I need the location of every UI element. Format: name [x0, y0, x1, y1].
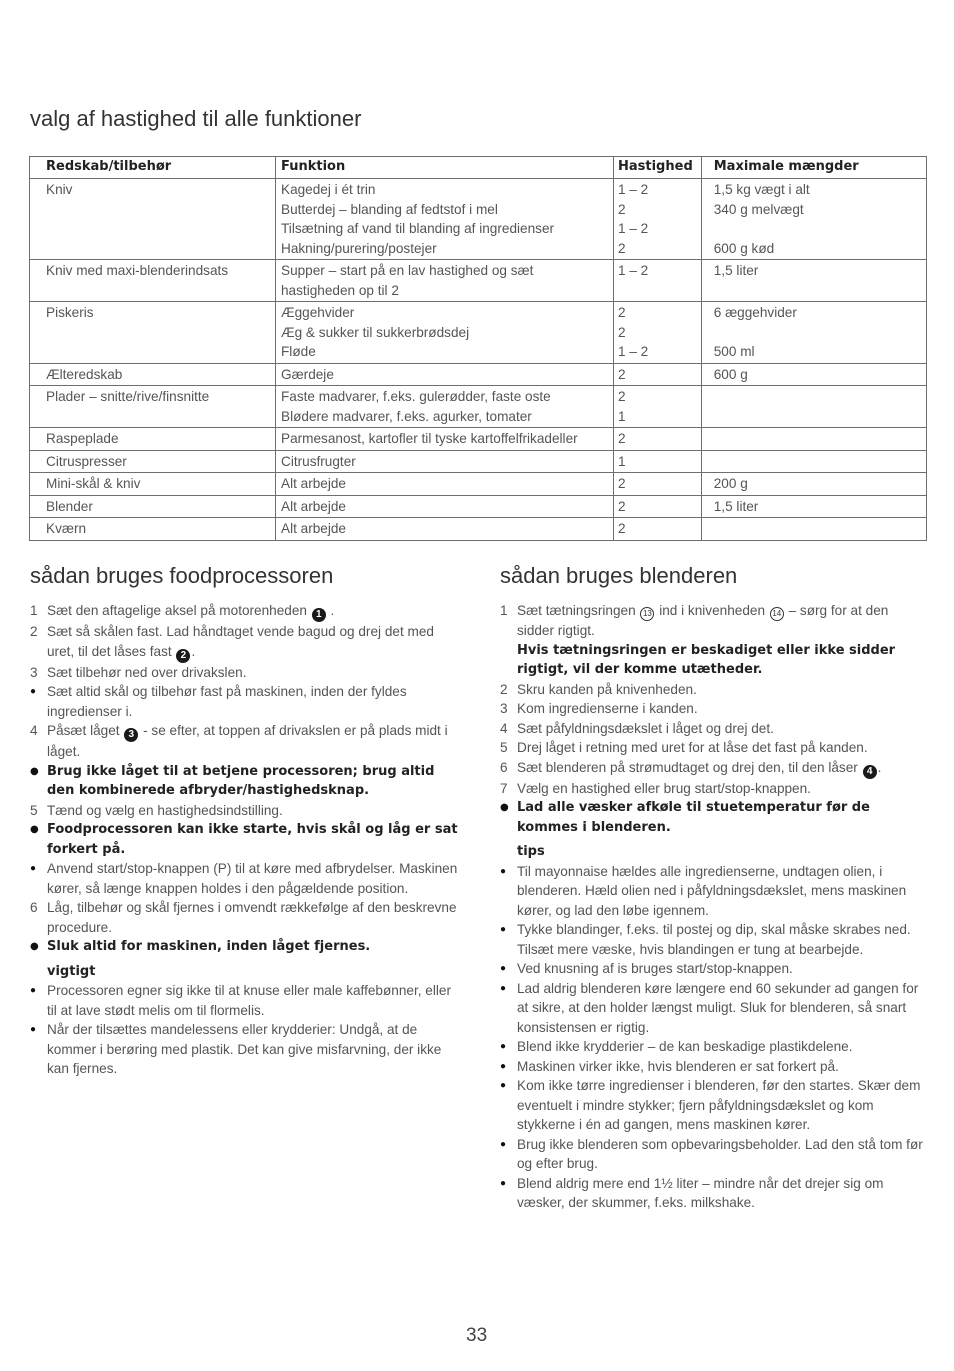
step-number: 6 — [500, 759, 508, 775]
step-item — [30, 622, 462, 663]
bullet-icon: ● — [30, 686, 37, 697]
tip-text: Ved knusning af is bruges start/stop-knappen. — [517, 961, 793, 976]
table-row — [30, 386, 927, 428]
tool-cell — [30, 179, 276, 260]
speed-value: 1 – 2 — [618, 182, 649, 197]
bullet-icon: ● — [30, 941, 39, 952]
step-text-end: - se efter, at toppen af drivakslen er på plads midt i låget. — [47, 723, 448, 759]
step-text: Sæt blenderen på strømudtaget og drej den, til den låser — [517, 759, 858, 775]
tip-text: Maskinen virker ikke, hvis blenderen er sat forkert på. — [517, 1058, 839, 1074]
step-number: 3 — [500, 701, 508, 716]
max-cell — [701, 260, 926, 302]
bullet-icon: ● — [500, 1138, 507, 1150]
step-text: Påsæt låget — [47, 723, 120, 738]
tool-cell — [30, 363, 276, 386]
step-text: Sæt tætningsringen — [517, 603, 636, 618]
function-cell — [276, 495, 614, 518]
bullet-item-warning — [30, 762, 462, 801]
step-text: Sæt altid skål og tilbehør fast på maskinen, inden der fyldes ingredienser i. — [47, 684, 407, 719]
bullet-icon: ● — [500, 1041, 507, 1052]
max-cell — [701, 473, 926, 496]
speed-value: 2 — [618, 521, 626, 536]
step-number: 5 — [500, 740, 508, 755]
bullet-icon: ● — [500, 1060, 507, 1072]
step-item — [500, 601, 924, 641]
bullet-icon: ● — [30, 985, 37, 996]
function-line: Tilsætning af vand til blanding af ingredienser — [281, 221, 555, 236]
number-1-icon: 1 — [312, 608, 326, 622]
speed-value: 2 — [618, 201, 626, 217]
step-text-end: . — [191, 643, 196, 659]
blender-title: sådan bruges blenderen — [500, 563, 738, 588]
tip-item — [500, 1037, 924, 1057]
function-cell — [276, 363, 614, 386]
tool-cell — [30, 450, 276, 473]
tip-item — [500, 959, 924, 979]
function-line: Supper – start på en lav hastighed og sæt — [281, 263, 534, 278]
function-cell — [276, 473, 614, 496]
function-line: Alt arbejde — [281, 476, 346, 491]
function-cell — [276, 386, 614, 428]
function-line: Alt arbejde — [281, 498, 346, 514]
speed-cell — [614, 302, 702, 364]
speed-cell — [614, 260, 702, 302]
speed-cell — [614, 428, 702, 451]
part-13-icon: 13 — [640, 607, 654, 621]
max-cell — [701, 495, 926, 518]
important-subheading: vigtigt — [47, 963, 96, 979]
function-cell — [276, 450, 614, 473]
step-text: Sæt så skålen fast. Lad håndtaget vende bagud og drej det med uret, til det låses fast — [47, 624, 434, 659]
table-row — [30, 363, 927, 386]
note-item — [30, 1020, 462, 1079]
table-header-row — [30, 157, 927, 179]
tip-text: Blend aldrig mere end 1½ liter – mindre når det drejer sig om væsker, der skummer, f.eks. milkshake. — [517, 1175, 884, 1210]
function-line: Fløde — [281, 344, 316, 359]
step-item — [30, 898, 462, 937]
step-item — [500, 699, 924, 719]
speed-value: 2 — [618, 498, 626, 514]
tip-text: Tykke blandinger, f.eks. til postej og dip, skal måske skrabes ned. Tilsæt mere væske, hvis blandingen er tung at bearbejde. — [517, 922, 911, 957]
bullet-icon: ● — [500, 865, 507, 877]
bullet-icon: ● — [30, 863, 37, 874]
speed-value: 2 — [618, 366, 626, 382]
step-text: Sæt påfyldningsdækslet i låget og drej det. — [517, 720, 774, 736]
speed-cell — [614, 495, 702, 518]
bullet-icon: ● — [500, 924, 507, 935]
speed-cell — [614, 363, 702, 386]
bullet-item-warning — [500, 798, 924, 837]
step-text: Sluk altid for maskinen, inden låget fjernes. — [47, 939, 371, 954]
bullet-item — [30, 859, 462, 898]
tool-name: Blender — [46, 498, 93, 514]
bullet-icon: ● — [30, 1024, 37, 1035]
tip-text: Lad aldrig blenderen køre længere end 60 sekunder ad gangen for at sikre, at den holder længst muligt. Sluk for blenderen, så snart konsistensen er rigtig. — [517, 980, 919, 1035]
tip-text: Brug ikke blenderen som opbevaringsbeholder. Lad den stå tom før og efter brug. — [517, 1136, 923, 1171]
step-item — [30, 801, 462, 821]
speed-cell — [614, 386, 702, 428]
max-cell — [701, 518, 926, 541]
column-header-speed: Hastighed — [614, 157, 702, 179]
function-line: Gærdeje — [281, 366, 334, 382]
table-row — [30, 495, 927, 518]
bullet-icon: ● — [30, 824, 39, 835]
max-cell — [701, 386, 926, 428]
step-number: 7 — [500, 780, 508, 796]
max-value — [714, 219, 918, 239]
step-text: Drej låget i retning med uret for at låse det fast på kanden. — [517, 740, 868, 755]
max-value: 600 g kød — [713, 240, 775, 256]
function-cell — [276, 302, 614, 364]
max-cell — [701, 363, 926, 386]
max-value: 340 g melvægt — [713, 201, 804, 217]
speed-value: 1 – 2 — [618, 263, 649, 278]
max-cell — [701, 450, 926, 473]
step-item — [500, 738, 924, 758]
speed-value: 1 — [618, 408, 626, 424]
function-line: Citrusfrugter — [281, 453, 356, 469]
tool-name: Raspeplade — [46, 431, 119, 446]
tip-text: Blend ikke krydderier – de kan beskadige plastikdelene. — [517, 1039, 853, 1054]
number-3-icon: 3 — [124, 728, 138, 742]
tool-cell — [30, 428, 276, 451]
step-text: Foodprocessoren kan ikke starte, hvis skål og låg er sat forkert på. — [47, 822, 458, 857]
note-item — [30, 981, 462, 1020]
table-row — [30, 260, 927, 302]
tip-text: Kom ikke tørre ingredienser i blenderen, før den startes. Skær dem eventuelt i mindre stykker; fjern påfyldningsdækslet og kom stykkerne i én ad gangen, mens maskinen kører. — [517, 1078, 921, 1132]
step-text: Vælg en hastighed eller brug start/stop-knappen. — [517, 780, 811, 796]
tip-item — [500, 1174, 924, 1213]
bullet-icon: ● — [500, 1080, 507, 1091]
step-item — [30, 663, 462, 683]
max-value: 6 æggehvider — [713, 305, 797, 320]
step-text: Anvend start/stop-knappen (P) til at køre med afbrydelser. Maskinen kører, så længe knappen holdes i den pågældende position. — [47, 861, 458, 896]
tip-item — [500, 1057, 924, 1077]
tip-item — [500, 920, 924, 959]
step-number: 4 — [500, 720, 508, 736]
max-cell — [701, 179, 926, 260]
function-line: Parmesanost, kartofler til tyske kartoffelfrikadeller — [281, 431, 578, 446]
speed-value: 2 — [618, 240, 626, 256]
column-header-function: Funktion — [276, 157, 614, 179]
function-line: Æg & sukker til sukkerbrødsdej — [281, 324, 470, 340]
max-value: 1,5 liter — [713, 498, 759, 514]
step-text: Brug ikke låget til at betjene processoren; brug altid den kombinerede afbryder/hastighedsknap. — [47, 763, 435, 798]
function-line: Butterdej – blanding af fedtstof i mel — [281, 201, 498, 217]
note-text: Når der tilsættes mandelessens eller krydderier: Undgå, at de kommer i berøring med plastik. Det kan give misfarvning, der ikke kan fjernes. — [47, 1022, 442, 1076]
number-2-icon: 2 — [176, 649, 190, 663]
function-line: Hakning/purering/postejer — [281, 240, 437, 256]
speed-value: 2 — [618, 389, 626, 404]
warning-text — [500, 641, 924, 680]
tool-cell — [30, 473, 276, 496]
tips-subheading: tips — [517, 844, 545, 859]
tool-cell — [30, 260, 276, 302]
speed-value: 2 — [618, 305, 626, 320]
step-text: Skru kanden på knivenheden. — [517, 681, 697, 697]
tool-cell — [30, 495, 276, 518]
step-text: Lad alle væsker afkøle til stuetemperatur før de kommes i blenderen. — [517, 800, 870, 835]
step-item — [500, 680, 924, 700]
table-row — [30, 179, 927, 260]
speed-cell — [614, 179, 702, 260]
speed-value: 2 — [618, 431, 626, 446]
step-number: 1 — [30, 603, 38, 618]
speed-cell — [614, 518, 702, 541]
tool-cell — [30, 386, 276, 428]
step-text-end: . — [877, 759, 882, 775]
function-cell — [276, 428, 614, 451]
number-4-icon: 4 — [863, 765, 877, 779]
max-value: 600 g — [713, 366, 748, 382]
table-row — [30, 428, 927, 451]
speed-value: 1 – 2 — [618, 221, 649, 236]
part-14-icon: 14 — [770, 607, 784, 621]
step-number: 5 — [30, 802, 38, 818]
foodprocessor-title: sådan bruges foodprocessoren — [30, 563, 334, 588]
tool-name: Kværn — [46, 521, 87, 536]
page-number: 33 — [466, 1325, 488, 1346]
bullet-icon: ● — [30, 765, 39, 777]
step-text: Hvis tætningsringen er beskadiget eller ikke sidder rigtigt, vil der komme utætheder. — [517, 642, 896, 677]
table-row — [30, 302, 927, 364]
table-row — [30, 450, 927, 473]
step-number: 6 — [30, 900, 38, 915]
step-text-end: – sørg for at den sidder rigtigt. — [517, 603, 889, 638]
speed-value: 1 – 2 — [618, 344, 649, 359]
speed-value: 2 — [618, 476, 626, 491]
table-row — [30, 518, 927, 541]
function-cell — [276, 179, 614, 260]
max-value: 500 ml — [713, 344, 755, 359]
tip-item — [500, 862, 924, 921]
bullet-icon: ● — [500, 963, 507, 974]
step-number: 1 — [500, 603, 508, 618]
function-line: Kagedej i ét trin — [281, 182, 376, 197]
step-text: Sæt den aftagelige aksel på motorenheden — [47, 603, 307, 618]
step-text: Sæt tilbehør ned over drivakslen. — [47, 664, 247, 680]
step-item — [500, 719, 924, 739]
step-text-end: . — [326, 603, 335, 618]
step-number: 3 — [30, 664, 38, 680]
tip-item — [500, 1076, 924, 1135]
blender-instructions — [500, 601, 924, 1213]
function-line: Æggehvider — [281, 305, 355, 320]
step-text: Låg, tilbehør og skål fjernes i omvendt rækkefølge af den beskrevne procedure. — [47, 900, 457, 935]
step-number: 2 — [500, 681, 508, 697]
bullet-icon: ● — [500, 802, 509, 813]
step-text: Tænd og vælg en hastighedsindstilling. — [47, 802, 283, 818]
function-line: Blødere madvarer, f.eks. agurker, tomater — [281, 408, 532, 424]
max-value — [714, 323, 918, 343]
step-number: 4 — [30, 723, 38, 738]
tool-name: Citruspresser — [46, 453, 127, 469]
step-item — [30, 601, 462, 622]
speed-value: 1 — [618, 453, 626, 469]
function-line: Faste madvarer, f.eks. gulerødder, faste oste — [281, 389, 551, 404]
tool-name: Piskeris — [46, 305, 94, 320]
foodprocessor-instructions — [30, 601, 462, 1079]
page-title: valg af hastighed til alle funktioner — [30, 106, 362, 131]
step-item — [500, 779, 924, 799]
max-cell — [701, 302, 926, 364]
function-line: hastigheden op til 2 — [281, 282, 399, 298]
tip-item — [500, 1135, 924, 1174]
step-item — [30, 721, 462, 762]
tool-name: Ælteredskab — [46, 366, 123, 382]
max-value: 1,5 liter — [713, 263, 759, 278]
bullet-item — [30, 682, 462, 721]
max-value: 1,5 kg vægt i alt — [713, 182, 810, 197]
max-cell — [701, 428, 926, 451]
bullet-icon: ● — [500, 982, 507, 994]
step-item — [500, 758, 924, 779]
tool-cell — [30, 302, 276, 364]
tool-name: Mini-skål & kniv — [46, 476, 141, 491]
speed-value: 2 — [618, 324, 626, 340]
tool-name: Plader – snitte/rive/finsnitte — [46, 389, 210, 404]
column-header-max: Maximale mængder — [701, 157, 926, 179]
bullet-icon: ● — [500, 1177, 507, 1189]
speed-cell — [614, 450, 702, 473]
bullet-item-warning — [30, 937, 462, 957]
tip-text: Til mayonnaise hældes alle ingredienserne, undtagen olien, i blenderen. Hæld olien ned i påfyldningsdækslet, mens maskinen kører, og lad den løbe igennem. — [517, 863, 907, 918]
step-text-mid: ind i knivenheden — [655, 603, 766, 618]
bullet-item-warning — [30, 820, 462, 859]
tool-name: Kniv med maxi-blenderindsats — [46, 263, 229, 278]
note-text: Processoren egner sig ikke til at knuse eller male kaffebønner, eller til at lave stødt melis om til flormelis. — [47, 983, 451, 1018]
tool-cell — [30, 518, 276, 541]
function-line: Alt arbejde — [281, 521, 346, 536]
speed-table — [29, 156, 927, 541]
function-cell — [276, 260, 614, 302]
speed-cell — [614, 473, 702, 496]
step-number: 2 — [30, 624, 38, 639]
max-value: 200 g — [713, 476, 748, 491]
table-row — [30, 473, 927, 496]
tip-item — [500, 979, 924, 1038]
function-cell — [276, 518, 614, 541]
column-header-tool: Redskab/tilbehør — [30, 157, 276, 179]
step-text: Kom ingredienserne i kanden. — [517, 701, 698, 716]
tool-name: Kniv — [46, 182, 73, 197]
